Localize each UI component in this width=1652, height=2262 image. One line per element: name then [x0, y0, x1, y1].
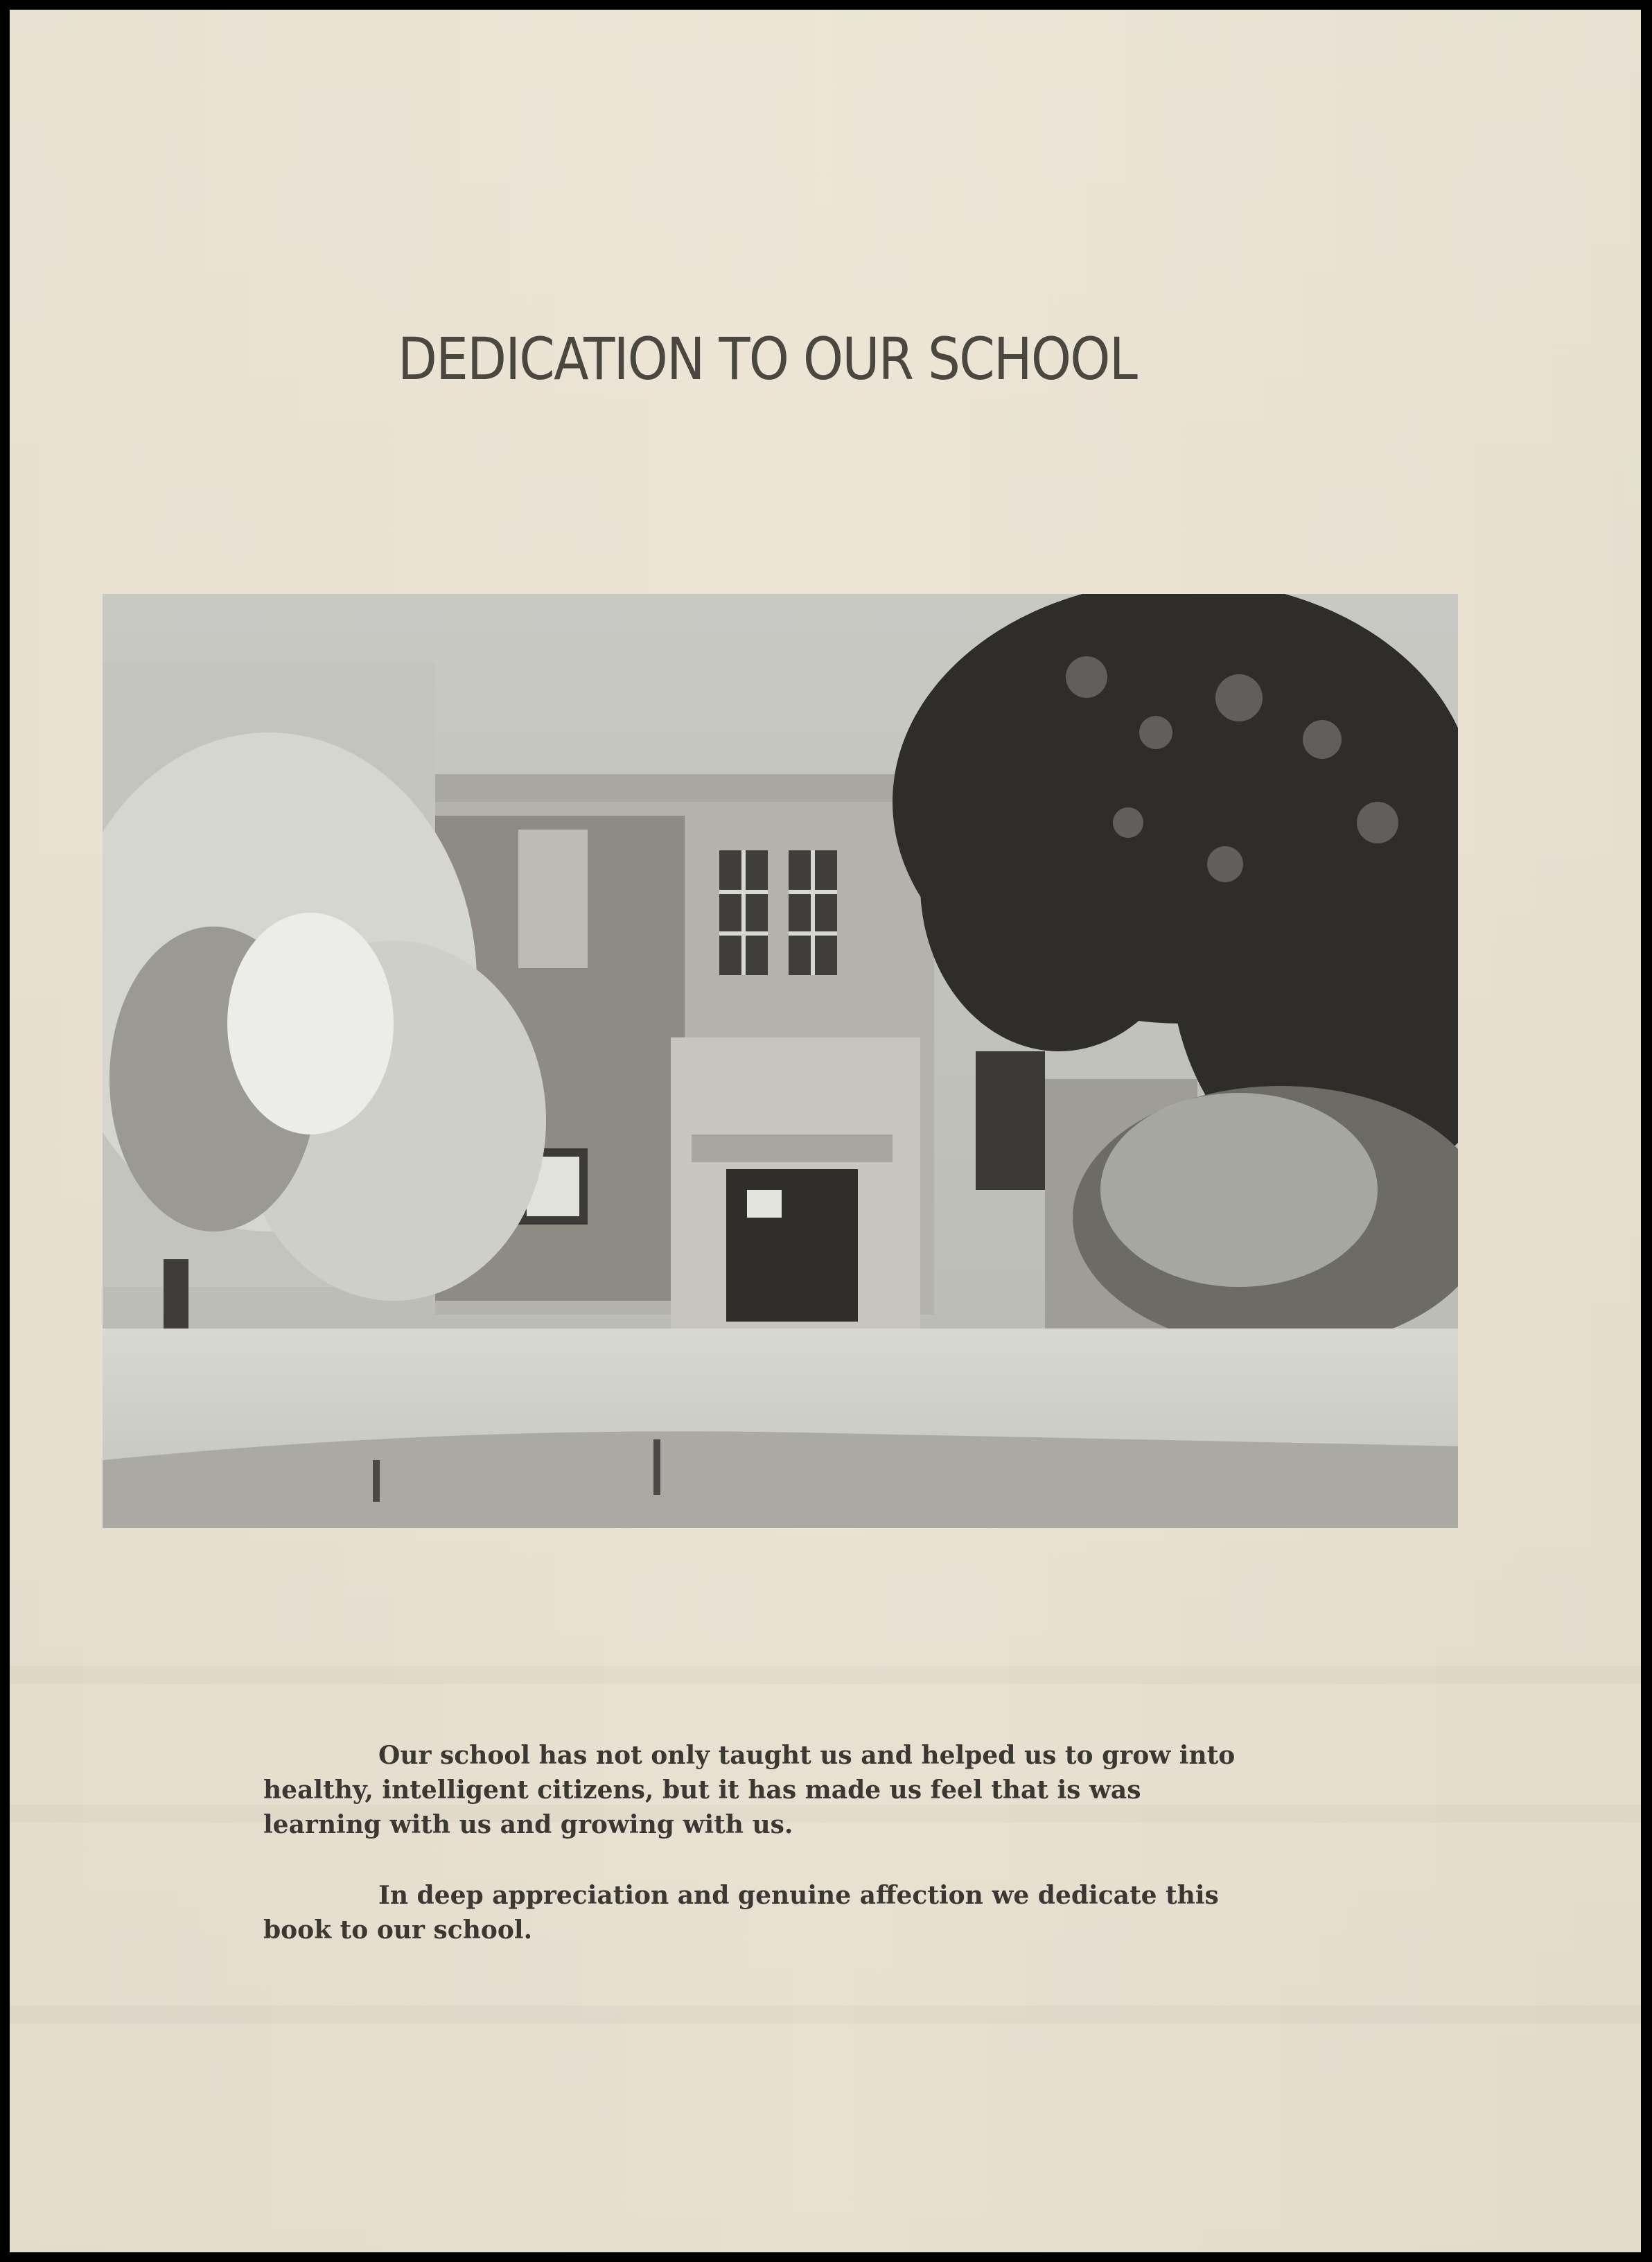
school-building-photo	[103, 594, 1458, 1528]
dedication-paragraph-1	[263, 1738, 1303, 1842]
school-building-photo-illustration	[103, 594, 1458, 1528]
page-title: DEDICATION TO OUR SCHOOL	[398, 325, 1137, 393]
paragraph-line: healthy, intelligent citizens, but it has made us feel that is was	[263, 1776, 1141, 1805]
paper-band	[10, 2006, 1641, 2024]
paragraph-line: learning with us and growing with us.	[263, 1810, 793, 1839]
paragraph-line: Our school has not only taught us and helped us to grow into	[378, 1741, 1236, 1770]
paragraph-line: book to our school.	[263, 1915, 533, 1945]
yearbook-page	[10, 10, 1641, 2252]
dedication-paragraph-2	[263, 1878, 1303, 1947]
paragraph-line: In deep appreciation and genuine affection we dedicate this	[378, 1881, 1219, 1910]
paper-band	[10, 1666, 1641, 1684]
